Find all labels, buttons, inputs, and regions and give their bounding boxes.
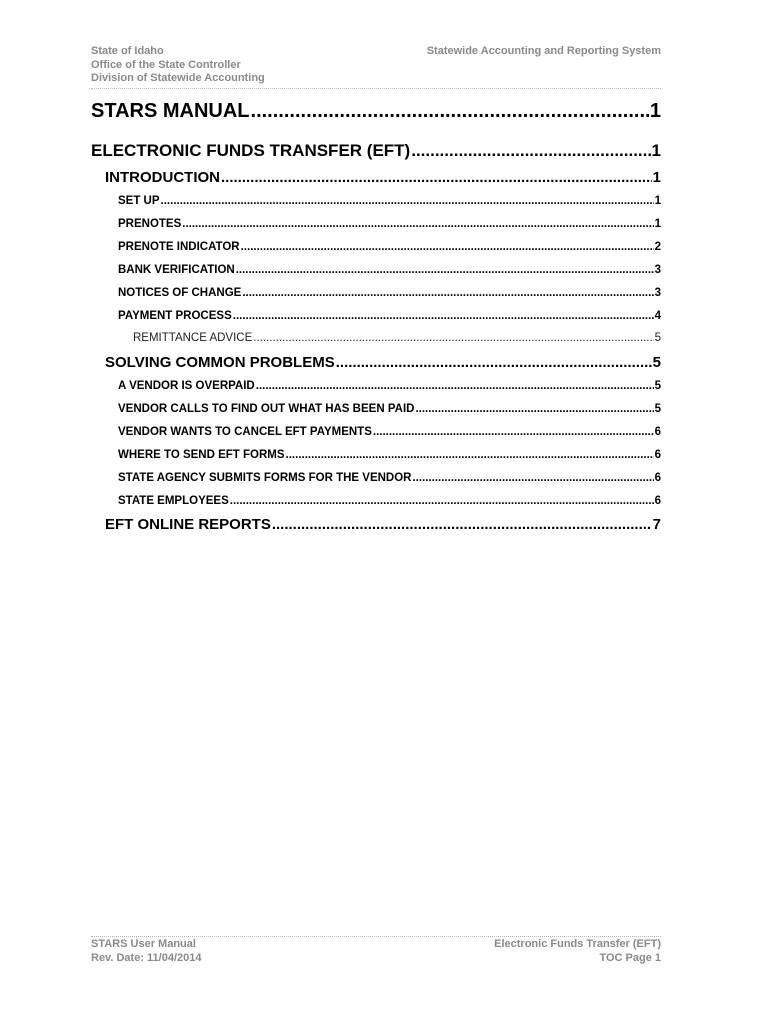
toc-entry-page: 1 bbox=[654, 195, 661, 207]
toc-dot-leader bbox=[236, 264, 654, 276]
toc-entry[interactable] bbox=[118, 426, 661, 441]
toc-dot-leader bbox=[253, 332, 653, 344]
toc-dot-leader bbox=[230, 495, 654, 507]
toc-dot-leader bbox=[336, 354, 652, 371]
toc-entry-label: ELECTRONIC FUNDS TRANSFER (EFT) bbox=[91, 141, 411, 160]
toc-entry[interactable] bbox=[105, 516, 661, 536]
toc-entry-page: 5 bbox=[654, 403, 661, 415]
toc-entry-label: BANK VERIFICATION bbox=[118, 264, 235, 276]
header-system-name: Statewide Accounting and Reporting System bbox=[426, 45, 661, 57]
toc-entry-page: 1 bbox=[652, 169, 661, 186]
footer-manual-title: STARS User Manual bbox=[91, 938, 196, 950]
toc-entry-label: SET UP bbox=[118, 195, 160, 207]
toc-entry-label: EFT ONLINE REPORTS bbox=[105, 516, 271, 533]
toc-entry-page: 5 bbox=[652, 354, 661, 371]
toc-entry[interactable] bbox=[118, 287, 661, 302]
toc-entry-page: 1 bbox=[654, 218, 661, 230]
toc-entry[interactable] bbox=[118, 380, 661, 395]
toc-entry[interactable] bbox=[118, 241, 661, 256]
toc-entry-page: 6 bbox=[654, 472, 661, 484]
toc-entry-page: 1 bbox=[651, 141, 661, 160]
toc-entry-label: STATE AGENCY SUBMITS FORMS FOR THE VENDOR bbox=[118, 472, 412, 484]
toc-entry-label: VENDOR CALLS TO FIND OUT WHAT HAS BEEN PAID bbox=[118, 403, 415, 415]
toc-dot-leader bbox=[286, 449, 654, 461]
toc-entry-page: 6 bbox=[654, 449, 661, 461]
footer-section-title: Electronic Funds Transfer (EFT) bbox=[494, 938, 661, 950]
toc-entry-label: SOLVING COMMON PROBLEMS bbox=[105, 354, 335, 371]
toc-dot-leader bbox=[221, 169, 652, 186]
toc-entry[interactable] bbox=[118, 403, 661, 418]
toc-dot-leader bbox=[242, 287, 653, 299]
toc-entry-page: 3 bbox=[654, 264, 661, 276]
toc-entry-label: PRENOTE INDICATOR bbox=[118, 241, 240, 253]
toc-entry-label: WHERE TO SEND EFT FORMS bbox=[118, 449, 285, 461]
toc-entry-page: 6 bbox=[654, 495, 661, 507]
toc-entry-page: 1 bbox=[649, 100, 661, 122]
toc-dot-leader bbox=[256, 380, 654, 392]
toc-entry-page: 6 bbox=[654, 426, 661, 438]
header-agency bbox=[91, 45, 265, 86]
header-line-office: Office of the State Controller bbox=[91, 58, 241, 71]
footer-section-info bbox=[494, 938, 661, 965]
footer-page-number: TOC Page 1 bbox=[599, 951, 661, 964]
header-divider bbox=[91, 88, 661, 89]
toc-dot-leader bbox=[412, 472, 653, 484]
toc-dot-leader bbox=[241, 241, 654, 253]
toc-entry[interactable] bbox=[105, 169, 661, 189]
toc-dot-leader bbox=[251, 100, 649, 123]
footer-manual-info bbox=[91, 938, 201, 965]
header-line-state: State of Idaho bbox=[91, 45, 164, 57]
toc-entry-page: 7 bbox=[652, 516, 661, 533]
toc-dot-leader bbox=[373, 426, 654, 438]
toc-entry[interactable] bbox=[118, 218, 661, 233]
toc-entry[interactable] bbox=[118, 195, 661, 210]
toc-entry-label: STARS MANUAL bbox=[91, 100, 250, 122]
toc-entry[interactable] bbox=[118, 310, 661, 325]
toc-dot-leader bbox=[161, 195, 654, 207]
toc-entry-label: REMITTANCE ADVICE bbox=[133, 332, 253, 344]
toc-dot-leader bbox=[233, 310, 654, 322]
header-line-division: Division of Statewide Accounting bbox=[91, 72, 265, 84]
toc-entry[interactable] bbox=[91, 100, 661, 126]
toc-entry-page: 5 bbox=[654, 332, 661, 344]
toc-entry[interactable] bbox=[133, 332, 661, 347]
toc-entry-label: PAYMENT PROCESS bbox=[118, 310, 232, 322]
toc-entry[interactable] bbox=[118, 495, 661, 510]
toc-dot-leader bbox=[415, 403, 653, 415]
toc-dot-leader bbox=[411, 141, 650, 161]
toc-entry-label: INTRODUCTION bbox=[105, 169, 220, 186]
toc-entry-page: 3 bbox=[654, 287, 661, 299]
toc-entry-label: VENDOR WANTS TO CANCEL EFT PAYMENTS bbox=[118, 426, 372, 438]
footer-divider bbox=[91, 936, 661, 937]
toc-entry[interactable] bbox=[118, 264, 661, 279]
toc-entry-label: A VENDOR IS OVERPAID bbox=[118, 380, 255, 392]
toc-dot-leader bbox=[272, 516, 652, 533]
toc-entry-label: STATE EMPLOYEES bbox=[118, 495, 229, 507]
toc-entry[interactable] bbox=[91, 141, 661, 163]
toc-entry-page: 2 bbox=[654, 241, 661, 253]
toc-entry[interactable] bbox=[118, 472, 661, 487]
toc-entry[interactable] bbox=[105, 354, 661, 374]
toc-entry-label: NOTICES OF CHANGE bbox=[118, 287, 242, 299]
toc-entry-page: 5 bbox=[654, 380, 661, 392]
toc-dot-leader bbox=[182, 218, 653, 230]
toc-entry-page: 4 bbox=[654, 310, 661, 322]
footer-rev-date: Rev. Date: 11/04/2014 bbox=[91, 951, 202, 964]
toc-entry-label: PRENOTES bbox=[118, 218, 182, 230]
toc-entry[interactable] bbox=[118, 449, 661, 464]
